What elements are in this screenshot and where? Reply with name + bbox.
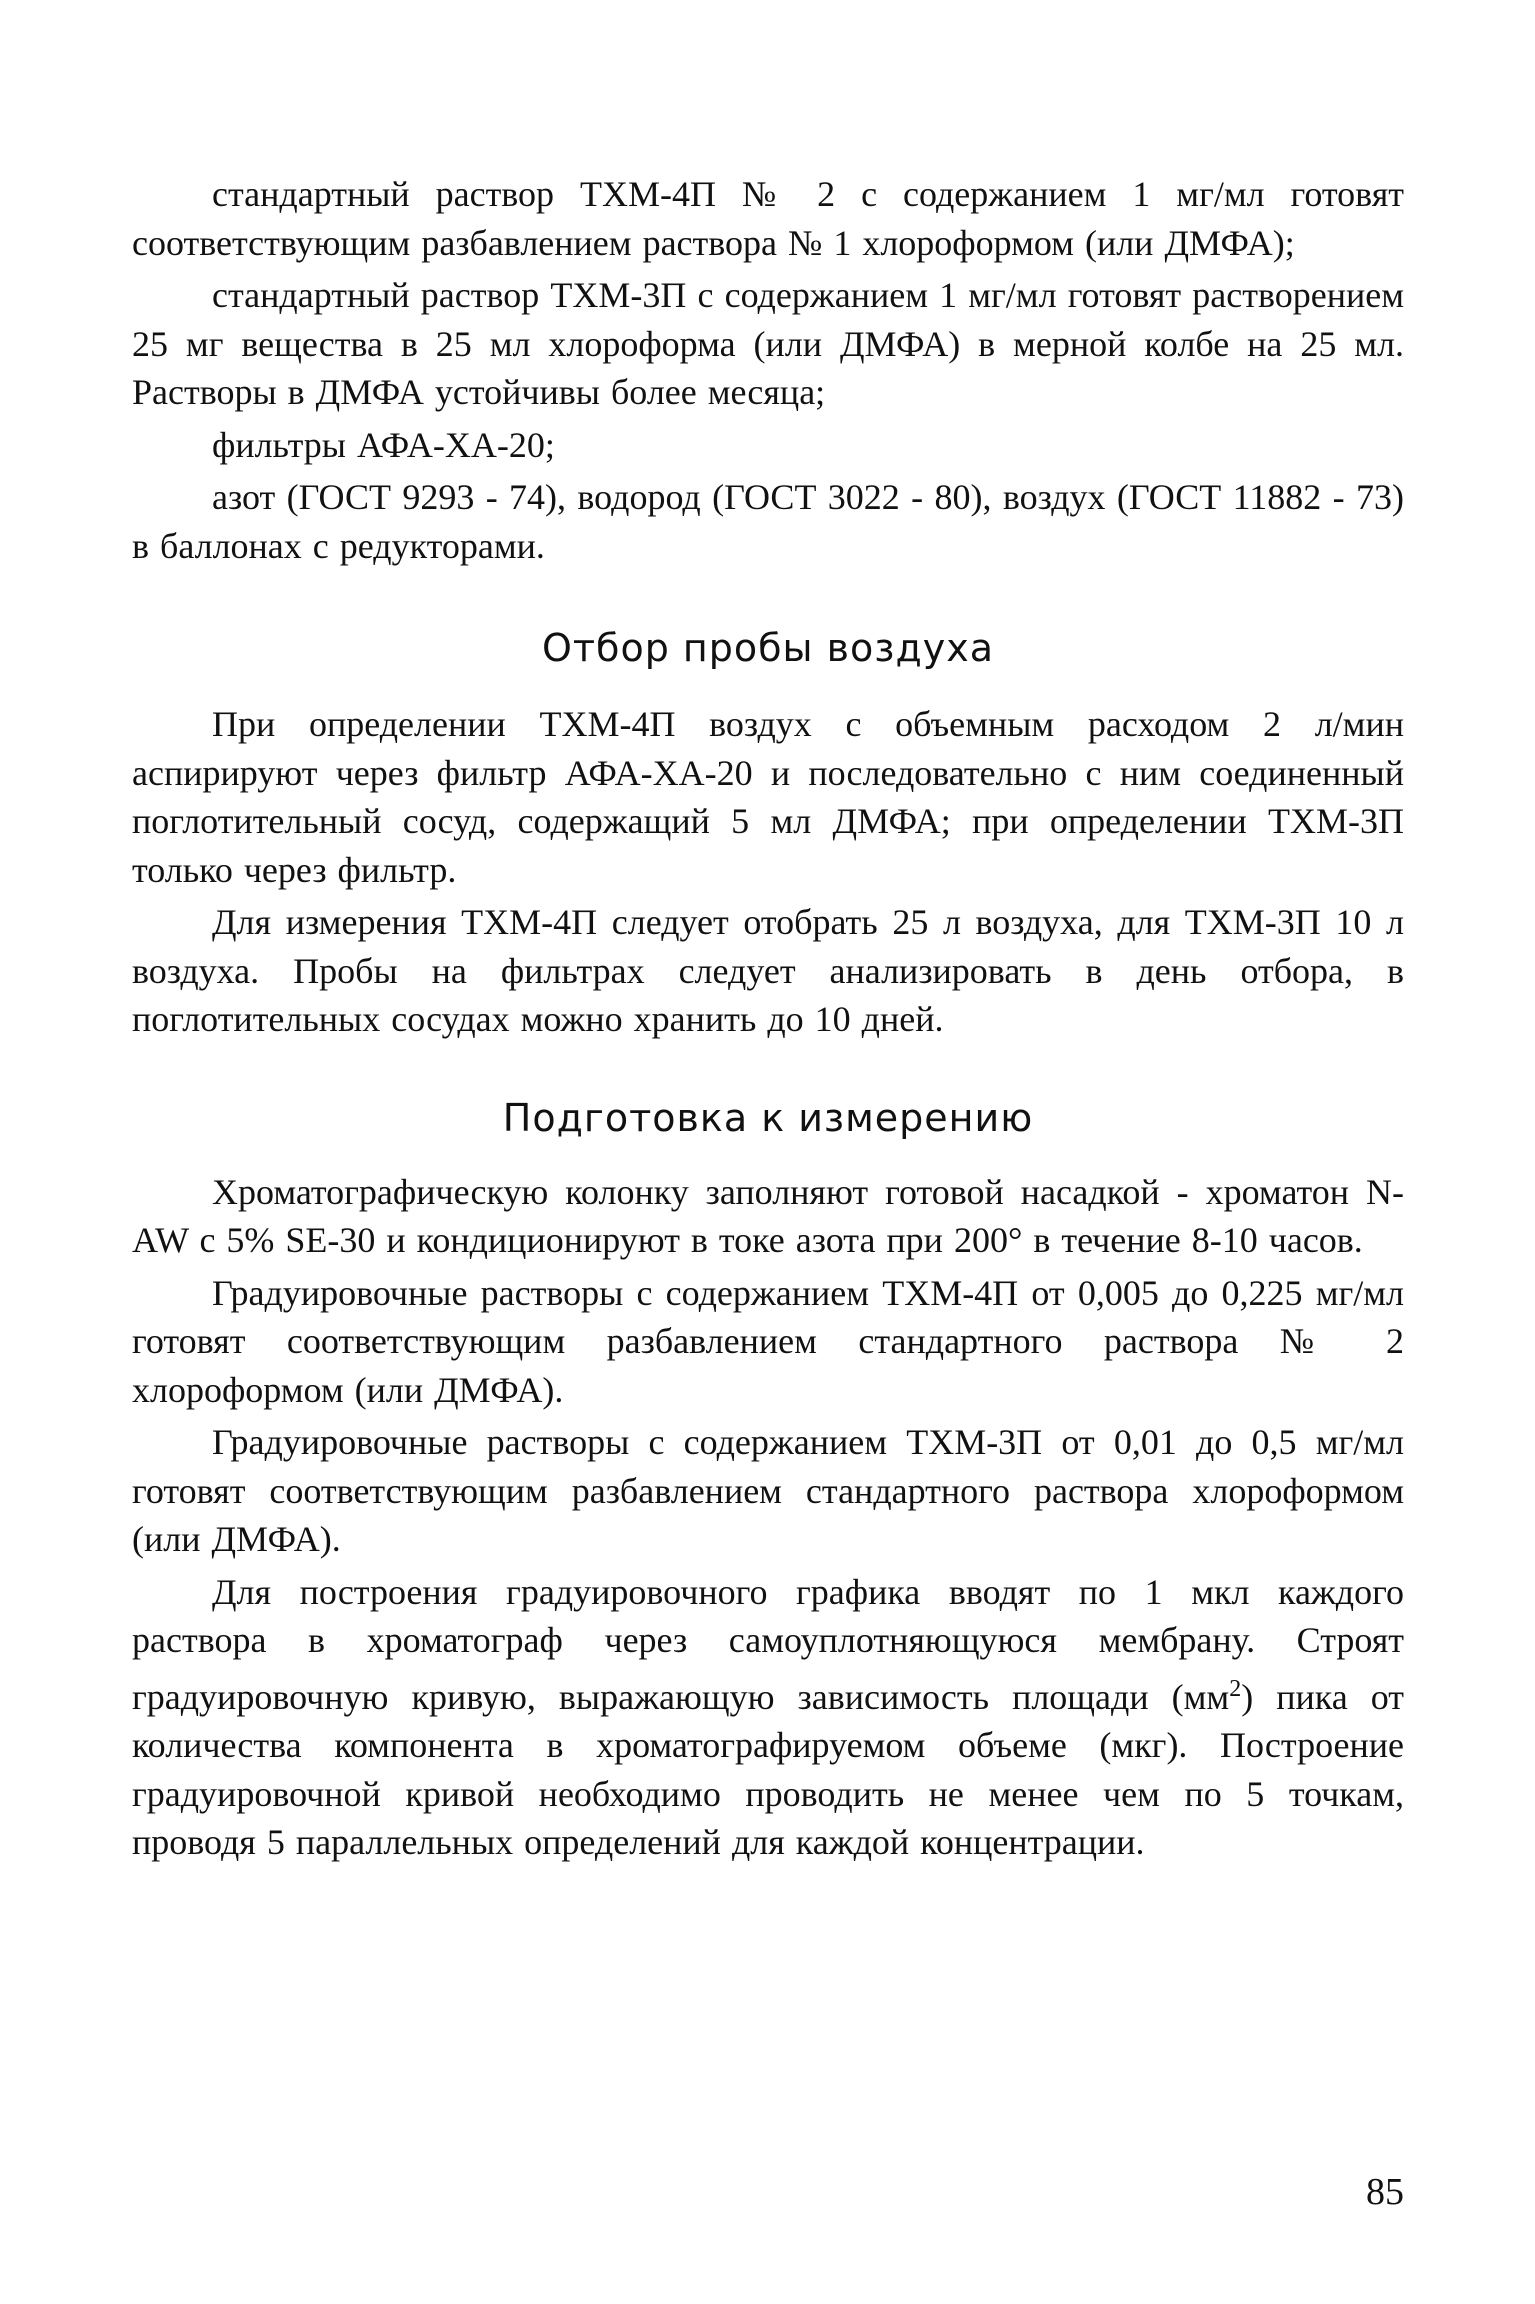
paragraph-gases: азот (ГОСТ 9293 - 74), водород (ГОСТ 3022 - 80), воздух (ГОСТ 11882 - 73) в баллонах с редукторами. xyxy=(132,477,1404,566)
section-heading-air-sampling: Отбор пробы воздуха xyxy=(541,626,995,670)
page-number: 85 xyxy=(1366,2171,1404,2213)
paragraph-calibration-txm4p: Градуировочные растворы с содержанием ТХМ-4П от 0,005 до 0,225 мг/мл готовят соответствующим разбавлением стандартного раствора № 2 хлороформом (или ДМФА). xyxy=(132,1272,1404,1410)
paragraph-sampling-volume: Для измерения ТХМ-4П следует отобрать 25 л воздуха, для ТХМ-3П 10 л воздуха. Пробы на фильтрах следует анализировать в день отбора, в поглотительных сосудах можно хранить до 10 дней. xyxy=(132,902,1404,1039)
paragraph-column-preparation: Хроматографическую колонку заполняют готовой насадкой - хроматон N-AW с 5% SE-30 и кондиционируют в токе азота при 200° в течение 8-10 часов. xyxy=(132,1171,1404,1260)
paragraph-calibration-txm3p: Градуировочные растворы с содержанием ТХМ-3П от 0,01 до 0,5 мг/мл готовят соответствующим разбавлением стандартного раствора хлороформом (или ДМФА). xyxy=(132,1422,1404,1559)
paragraph-filters: фильтры АФА-ХА-20; xyxy=(212,424,555,465)
paragraph-standard-solution-txm3p: стандартный раствор ТХМ-3П с содержанием 1 мг/мл готовят растворением 25 мг вещества в 25 мл хлороформа (или ДМФА) в мерной колбе на 25 мл. Растворы в ДМФА устойчивы более месяца; xyxy=(132,275,1404,412)
page-content xyxy=(132,170,1404,1867)
paragraph-calibration-curve xyxy=(132,1568,1404,1867)
calibration-text-part1: Для построения градуировочного графика вводят по 1 мкл каждого раствора в хроматограф через самоуплотняющуюся мембрану. Строят градуировочную кривую, выражающую зависимость площади (мм xyxy=(132,1571,1404,1717)
paragraph-standard-solution-txm4p-2: стандартный раствор ТХМ-4П № 2 с содержанием 1 мг/мл готовят соответствующим разбавлением раствора № 1 хлороформом (или ДМФА); xyxy=(132,174,1404,263)
section-heading-measurement-preparation: Подготовка к измерению xyxy=(502,1095,1034,1140)
paragraph-sampling-procedure: При определении ТХМ-4П воздух с объемным расходом 2 л/мин аспирируют через фильтр АФА-ХА-20 и последовательно с ним соединенный поглотительный сосуд, содержащий 5 мл ДМФА; при определении ТХМ-3П только через фильтр. xyxy=(132,704,1404,890)
calibration-text-part2: ) пика от количества компонента в хроматографируемом объеме (мкг). Построение градуировочной кривой необходимо проводить не менее чем по 5 точкам, проводя 5 параллельных определений для каждой концентрации. xyxy=(132,1676,1405,1862)
superscript-two: 2 xyxy=(1229,1675,1242,1702)
